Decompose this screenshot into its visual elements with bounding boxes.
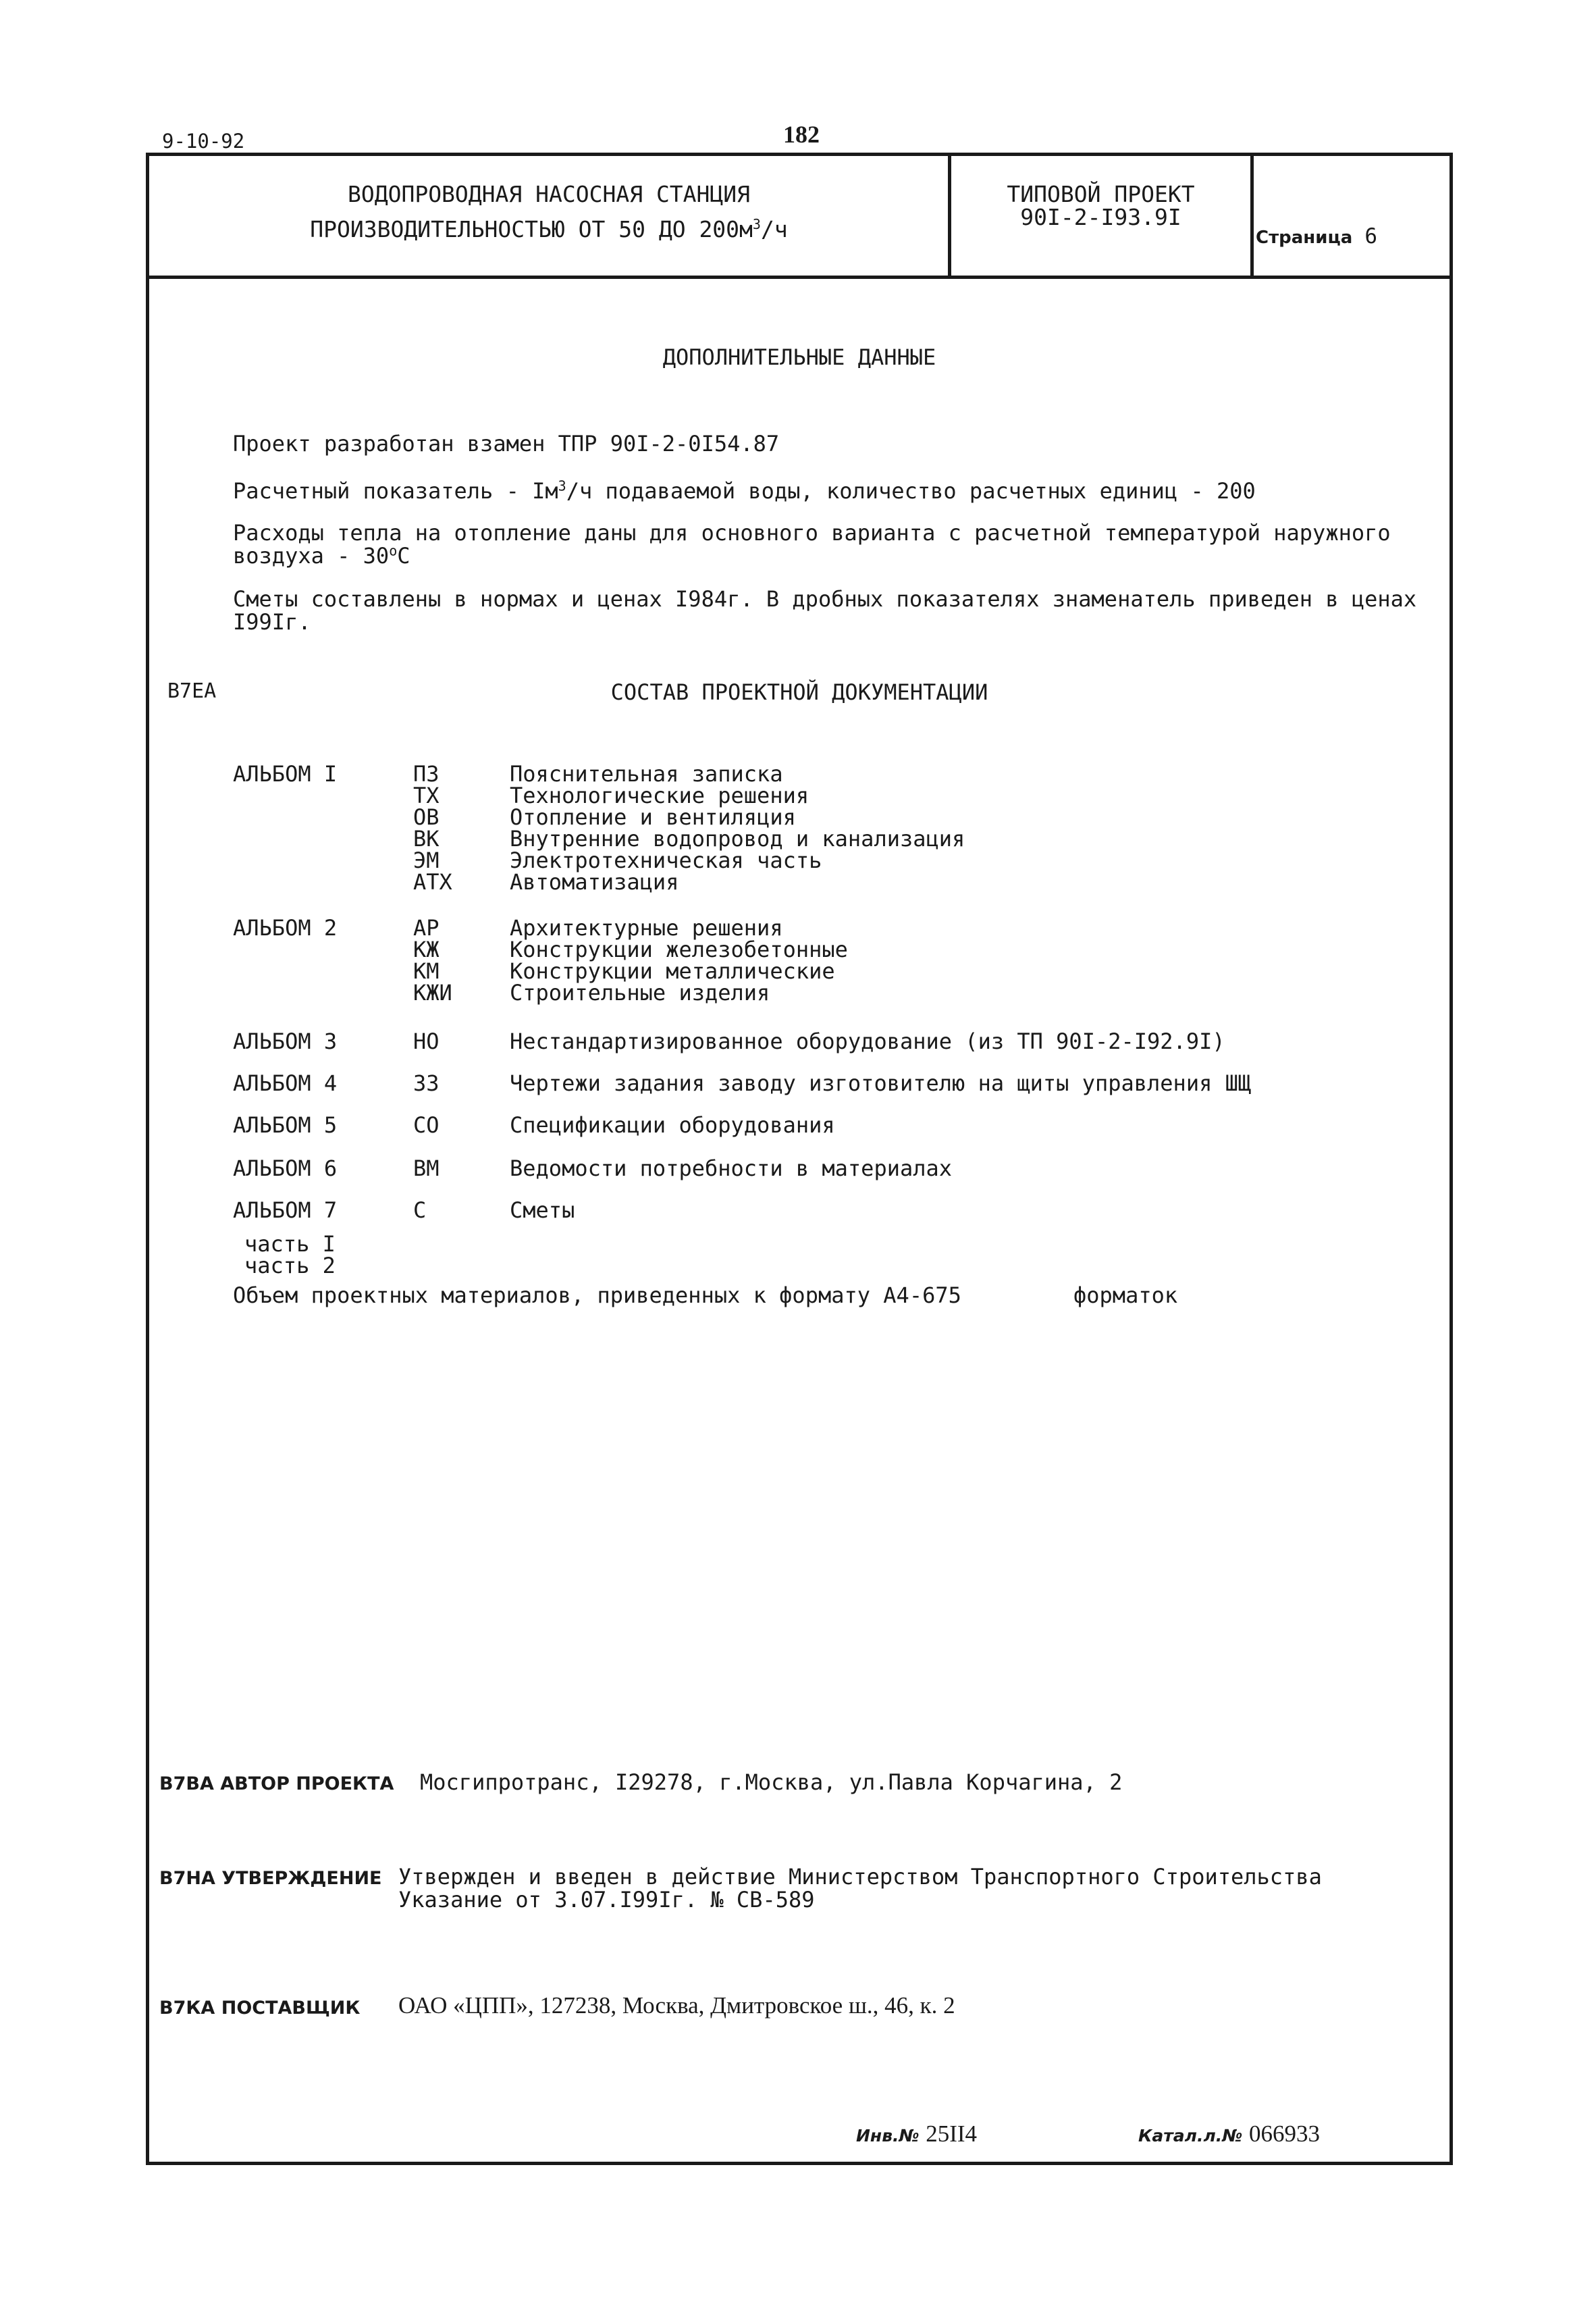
composition-code: В7ЕА [167,679,217,703]
title-block-divider [146,276,1453,279]
list-item-code: ТХ [413,783,440,808]
volume-text: Объем проектных материалов, приведенных к формату А4-675 [233,1282,961,1308]
album-6-code: ВМ [413,1155,440,1181]
author-text: Мосгипротранс, I29278, г.Москва, ул.Павла Корчагина, 2 [420,1769,1123,1795]
supplier-code: В7КА ПОСТАВЩИК [159,1998,361,2019]
list-item-name: Внутренние водопровод и канализация [510,826,965,852]
list-item-name: Архитектурные решения [510,915,783,941]
catalog-label: Катал.л.№ [1138,2126,1243,2145]
list-item-name: Пояснительная записка [510,761,783,787]
album-6-name: Ведомости потребности в материалах [510,1155,953,1181]
additional-data-heading: ДОПОЛНИТЕЛЬНЫЕ ДАННЫЕ [662,344,936,370]
inventory-number [856,2121,977,2148]
album-4-code: ЗЗ [413,1070,440,1096]
album-2-label: АЛЬБОМ 2 [233,915,338,941]
album-7-name: Сметы [510,1197,575,1223]
list-item-code: ОВ [413,804,440,830]
list-item-code: КЖ [413,937,440,962]
list-item-name: Конструкции металлические [510,958,835,984]
list-item-code: ПЗ [413,761,440,787]
list-item-code: АТХ [413,869,452,895]
catalog-value: 066933 [1249,2121,1320,2147]
album-3-label: АЛЬБОМ 3 [233,1029,338,1054]
replacement-note: Проект разработан взамен ТПР 90I-2-0I54.87 [233,431,780,457]
album-3-code: НО [413,1029,440,1054]
project-label: ТИПОВОЙ ПРОЕКТ [1007,181,1195,207]
list-item-code: КМ [413,958,440,984]
inventory-value: 25II4 [926,2121,978,2147]
page-indicator [1256,224,1377,249]
list-item-name: Отопление и вентиляция [510,804,796,830]
approval-text: Утвержден и введен в действие Министерством Транспортного Строительства Указание от 3.07.I99Iг. № СВ-589 [398,1864,1322,1913]
page-value: 6 [1364,224,1377,249]
album-5-name: Спецификации оборудования [510,1112,835,1138]
album-1-names [510,763,965,893]
heat-consumption-note: Расходы тепла на отопление даны для основного варианта с расчетной температурой наружного воздуха - $30^оС$ [233,520,1391,569]
album-7-part-2: часть 2 [244,1253,336,1278]
list-item-code: КЖИ [413,980,452,1006]
title-line-2: ПРОИЗВОДИТЕЛЬНОСТЬЮ ОТ 50 ДО $200м^3/ч$ [310,216,788,242]
project-number: 90I-2-I93.9I [1020,204,1181,230]
catalog-number [1138,2121,1320,2148]
album-4-label: АЛЬБОМ 4 [233,1070,338,1096]
list-item-name: Автоматизация [510,869,679,895]
title-line-1: ВОДОПРОВОДНАЯ НАСОСНАЯ СТАНЦИЯ [347,181,751,207]
list-item-code: ЭМ [413,848,440,873]
album-1-label: АЛЬБОМ I [233,761,338,787]
album-2-codes [413,917,452,1004]
list-item-name: Строительные изделия [510,980,770,1006]
author-code: В7ВА АВТОР ПРОЕКТА [159,1773,394,1794]
approval-code: В7НА УТВЕРЖДЕНИЕ [159,1868,382,1889]
supplier-text: ОАО «ЦПП», 127238, Москва, Дмитровское ш., 46, к. 2 [398,1992,955,2019]
list-item-code: АР [413,915,440,941]
estimate-note: Сметы составлены в нормах и ценах I984г. В дробных показателях знаменатель приведен в ценах I99Iг. [233,586,1417,635]
volume-unit: форматок [1073,1282,1178,1308]
album-6-label: АЛЬБОМ 6 [233,1155,338,1181]
album-7-label: АЛЬБОМ 7 [233,1197,338,1223]
calculation-indicator: Расчетный показатель - $Iм^3/ч$ подаваемой воды, количество расчетных единиц - 200 [233,477,1256,504]
album-5-code: СО [413,1112,440,1138]
album-1-codes [413,763,452,893]
page-label: Страница [1256,228,1353,248]
album-5-label: АЛЬБОМ 5 [233,1112,338,1138]
album-7-code: С [413,1197,427,1223]
list-item-name: Конструкции железобетонные [510,937,848,962]
document-date: 9-10-92 [162,130,245,153]
list-item-code: ВК [413,826,440,852]
album-7-part-1: часть I [244,1231,336,1257]
list-item-name: Электротехническая часть [510,848,822,873]
album-4-name: Чертежи задания заводу изготовителю на щиты управления ШЩ [510,1070,1252,1096]
composition-heading: СОСТАВ ПРОЕКТНОЙ ДОКУМЕНТАЦИИ [610,679,988,705]
inventory-label: Инв.№ [856,2126,920,2145]
title-block-separator-2 [1250,153,1254,278]
album-2-names [510,917,848,1004]
list-item-name: Технологические решения [510,783,809,808]
album-3-name: Нестандартизированное оборудование (из ТП 90I-2-I92.9I) [510,1029,1225,1054]
page-number: 182 [783,121,820,148]
